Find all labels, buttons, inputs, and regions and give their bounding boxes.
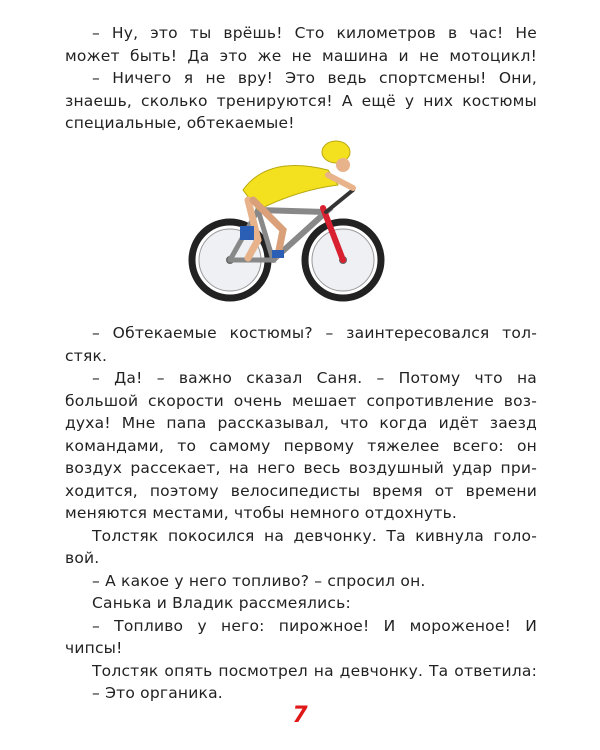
text-line: – Обтекаемые костюмы? – заинтересовался тол- <box>92 324 537 342</box>
text-line: воздух рассекает, на него весь воздушный удар при- <box>65 459 537 477</box>
text-line: – Топливо у него: пирожное! И мороженое! И <box>92 616 537 635</box>
text-line: Толстяк опять посмотрел на девчонку. Та ответила: <box>92 661 537 680</box>
text-line: меняются местами, чтобы немного отдохнуть. <box>65 504 458 522</box>
text-block-top <box>65 22 537 135</box>
text-line: стяк. <box>65 346 108 365</box>
page-number: 7 <box>292 703 308 728</box>
text-line: вой. <box>65 549 100 567</box>
text-line: Толстяк покосился на девчонку. Та кивнула голо- <box>92 526 537 545</box>
text-line: Санька и Владик рассмеялись: <box>92 594 351 612</box>
text-line: ходится, поэтому велосипедисты время от времени <box>65 481 537 500</box>
cyclist-illustration <box>188 130 388 320</box>
text-line: большой скорости очень мешает сопротивление воз- <box>65 391 537 410</box>
text-line: духа! Мне папа рассказывал, что когда идёт заезд <box>65 414 537 432</box>
text-line: может быть! Да это же не машина и не мотоцикл! <box>65 46 537 65</box>
text-line: специальные, обтекаемые! <box>65 114 295 132</box>
text-line: – Да! – важно сказал Саня. – Потому что на <box>92 369 537 387</box>
text-line: – Ничего я не вру! Это ведь спортсмены! Они, <box>92 69 537 87</box>
text-line: командами, то самому первому тяжелее всего: он <box>65 436 537 455</box>
text-line: – А какое у него топливо? – спросил он. <box>92 571 426 590</box>
text-line: знаешь, сколько тренируются! А ещё у них костюмы <box>65 91 537 110</box>
text-block-bottom <box>65 322 537 705</box>
text-line: – Ну, это ты врёшь! Сто километров в час! Не <box>92 24 537 42</box>
text-line: – Это органика. <box>92 684 223 702</box>
text-line: чипсы! <box>65 639 123 657</box>
